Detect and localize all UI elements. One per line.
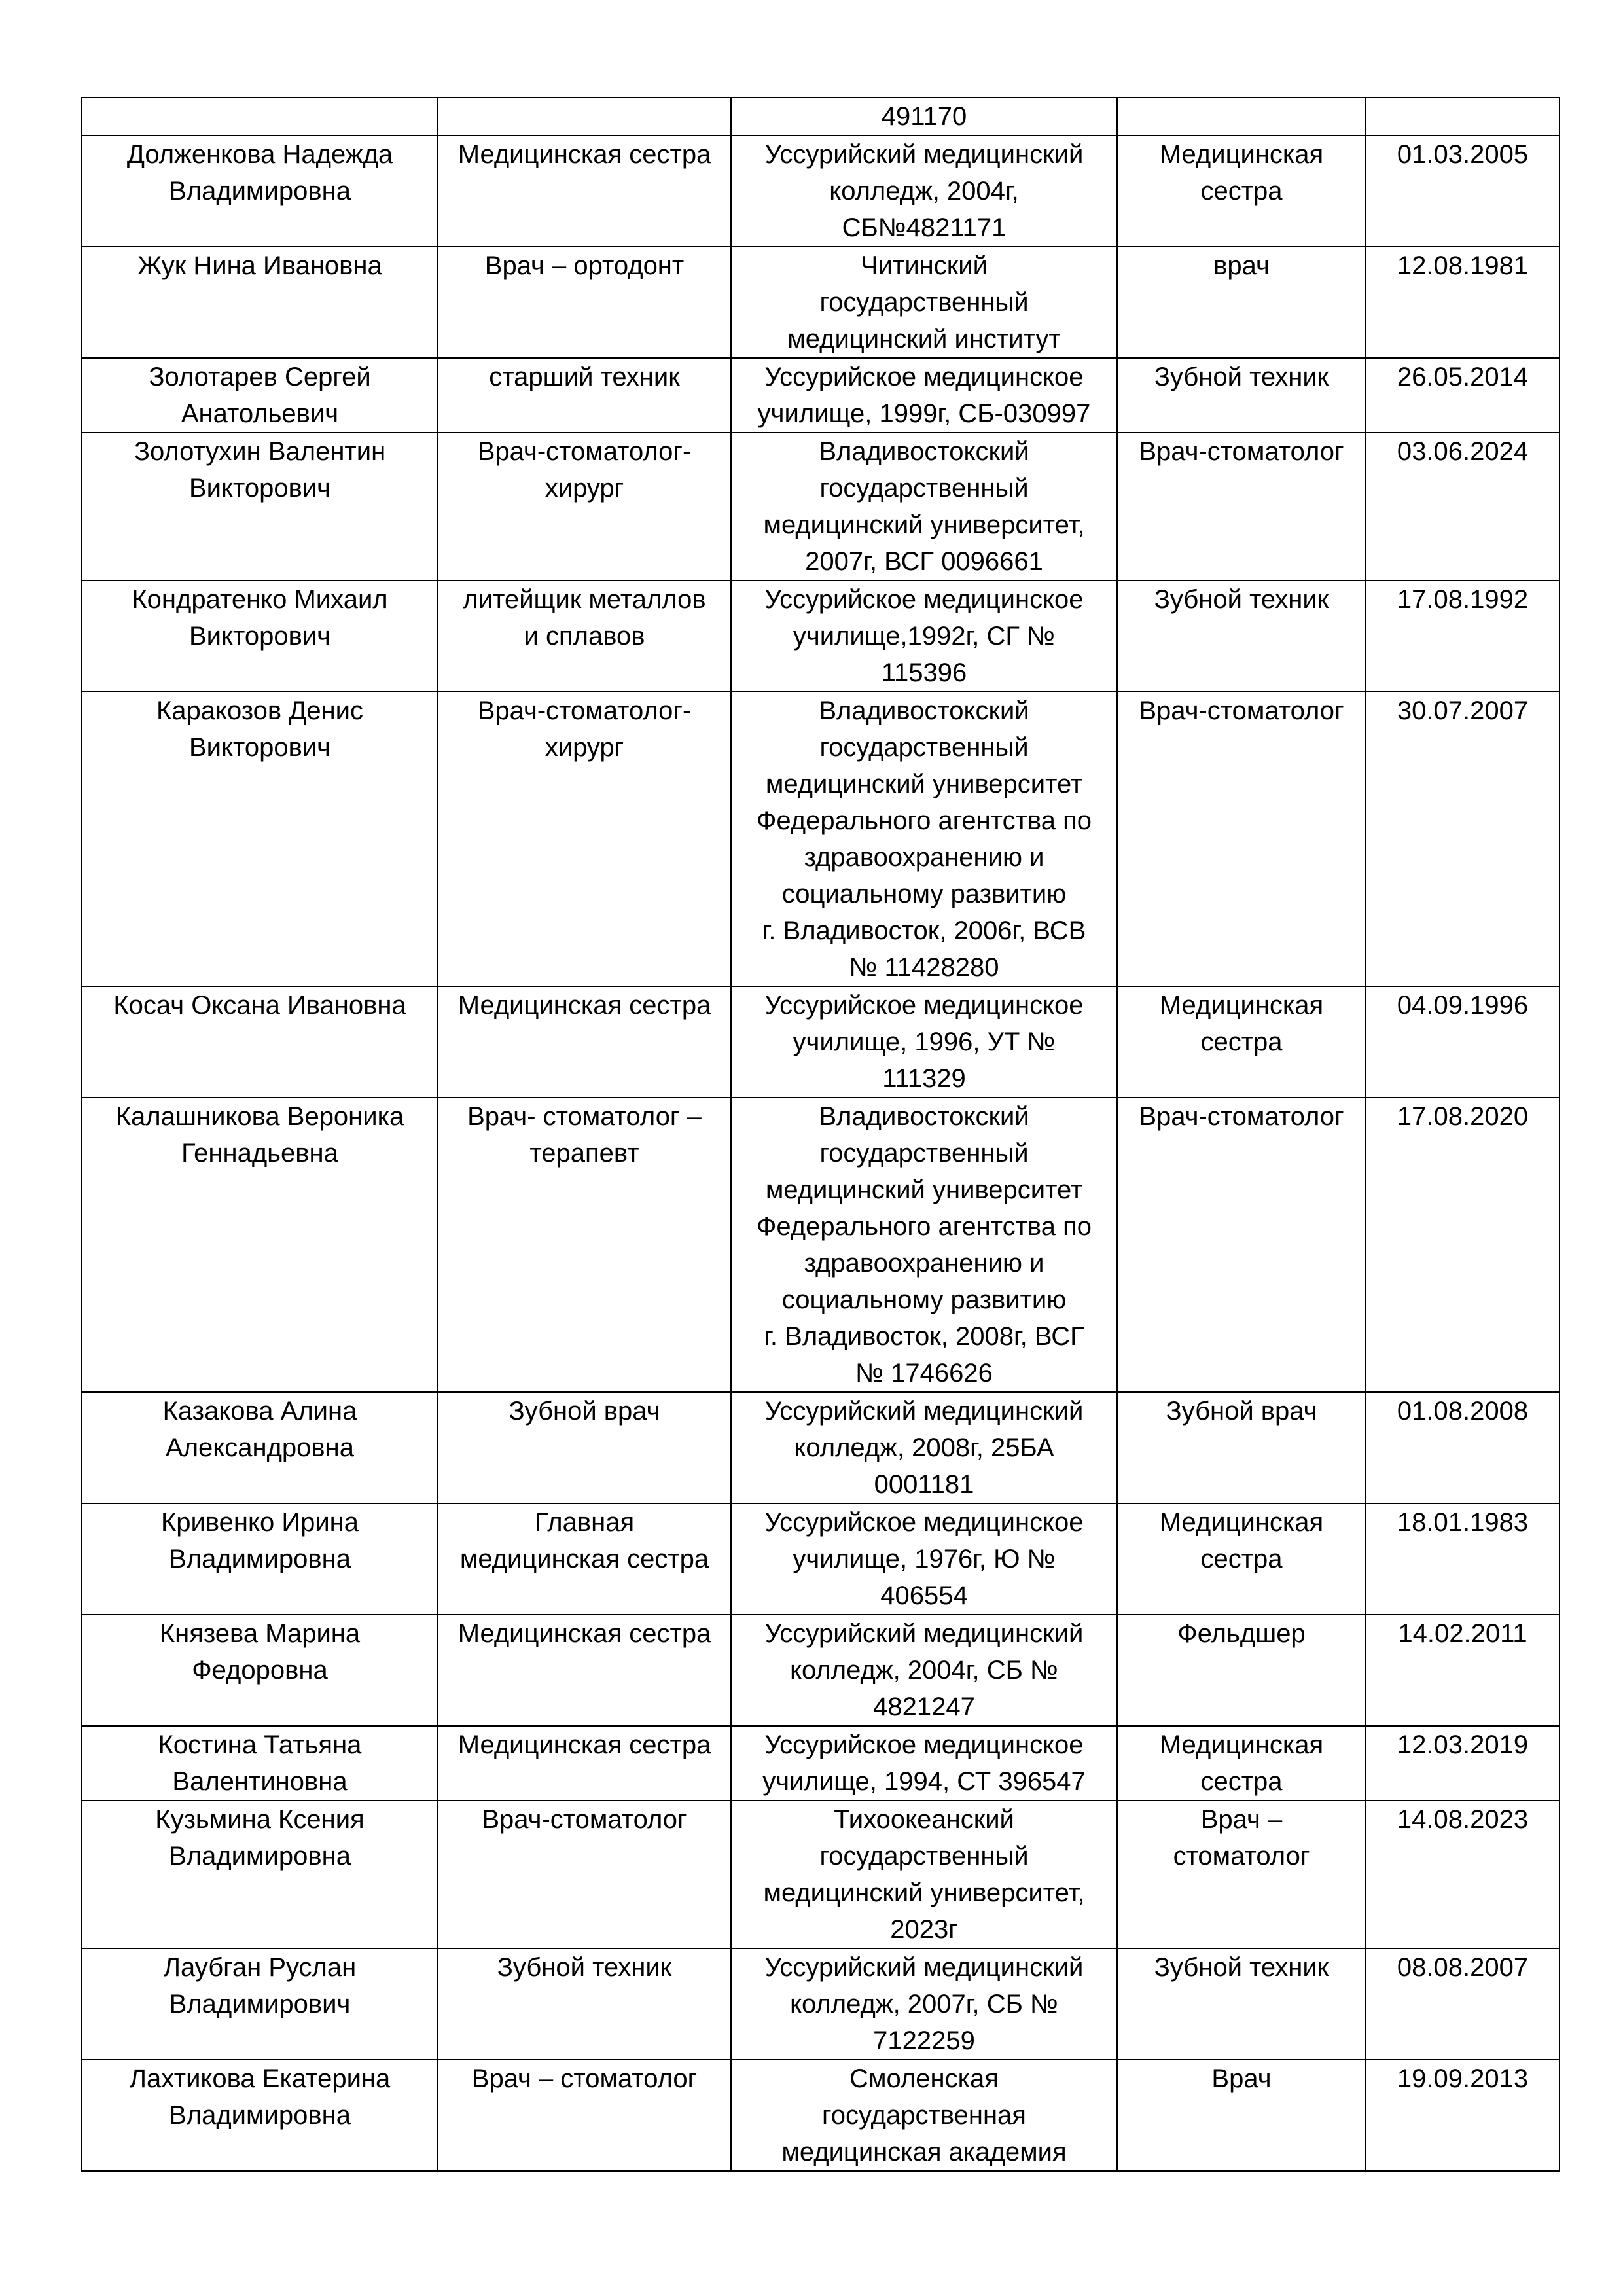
employee-name-cell bbox=[82, 581, 438, 692]
position-text: Главная медицинская сестра bbox=[459, 1508, 709, 1573]
date-text: 14.08.2023 bbox=[1397, 1805, 1529, 1834]
position-text: Зубной техник bbox=[497, 1953, 672, 1982]
date-cell bbox=[1366, 1726, 1560, 1801]
date-text: 12.03.2019 bbox=[1397, 1731, 1529, 1759]
position-cell bbox=[438, 247, 731, 358]
education-text: Владивостокский государственный медицинский университет Федерального агентства по здравоохранению и социальному развитию г. Владивосток, 2008г, ВСГ № 1746626 bbox=[757, 1102, 1092, 1388]
education-cell bbox=[731, 433, 1117, 581]
date-text: 26.05.2014 bbox=[1397, 363, 1529, 391]
table-row bbox=[82, 358, 1560, 433]
position-text: Врач- стоматолог – терапевт bbox=[467, 1102, 702, 1168]
position-cell bbox=[438, 135, 731, 247]
employee-name-text: Лахтикова Екатерина Владимировна bbox=[129, 2064, 391, 2130]
staff-qualifications-table bbox=[81, 97, 1560, 2172]
employee-name-text: Костина Татьяна Валентиновна bbox=[158, 1731, 362, 1796]
table-row bbox=[82, 692, 1560, 986]
date-text: 08.08.2007 bbox=[1397, 1953, 1529, 1982]
date-text: 17.08.2020 bbox=[1397, 1102, 1529, 1131]
education-text: Уссурийское медицинское училище, 1999г, СБ-030997 bbox=[757, 363, 1091, 428]
qualification-text: Медицинская сестра bbox=[1159, 140, 1324, 206]
employee-name-cell bbox=[82, 1726, 438, 1801]
qualification-cell bbox=[1117, 1098, 1366, 1392]
qualification-cell bbox=[1117, 692, 1366, 986]
date-text: 01.08.2008 bbox=[1397, 1397, 1529, 1426]
table-row bbox=[82, 98, 1560, 135]
employee-name-text: Долженкова Надежда Владимировна bbox=[126, 140, 393, 206]
education-text: Уссурийский медицинский колледж, 2008г, 25БА 0001181 bbox=[764, 1397, 1084, 1499]
education-cell bbox=[731, 986, 1117, 1098]
education-cell bbox=[731, 247, 1117, 358]
position-text: Врач-стоматолог- хирург bbox=[477, 437, 692, 503]
education-text: Владивостокский государственный медицинский университет Федерального агентства по здравоохранению и социальному развитию г. Владивосток, 2006г, ВСВ № 11428280 bbox=[757, 696, 1092, 982]
education-text: Уссурийское медицинское училище, 1994, СТ 396547 bbox=[762, 1731, 1086, 1796]
education-text: Владивостокский государственный медицинский университет, 2007г, ВСГ 0096661 bbox=[763, 437, 1085, 576]
employee-name-cell bbox=[82, 433, 438, 581]
date-cell bbox=[1366, 692, 1560, 986]
position-text: Врач – стоматолог bbox=[471, 2064, 698, 2093]
education-text: Смоленская государственная медицинская академия bbox=[781, 2064, 1067, 2166]
table-row bbox=[82, 1801, 1560, 1948]
qualification-cell bbox=[1117, 358, 1366, 433]
date-cell bbox=[1366, 986, 1560, 1098]
date-text: 04.09.1996 bbox=[1397, 991, 1529, 1020]
employee-name-text: Князева Марина Федоровна bbox=[159, 1619, 361, 1685]
education-cell bbox=[731, 98, 1117, 135]
date-cell bbox=[1366, 358, 1560, 433]
qualification-text: Врач-стоматолог bbox=[1139, 437, 1344, 466]
position-cell bbox=[438, 1948, 731, 2060]
education-text: Тихоокеанский государственный медицинский университет, 2023г bbox=[763, 1805, 1085, 1944]
position-cell bbox=[438, 1503, 731, 1615]
employee-name-cell bbox=[82, 358, 438, 433]
qualification-text: Врач-стоматолог bbox=[1139, 1102, 1344, 1131]
date-cell bbox=[1366, 135, 1560, 247]
education-cell bbox=[731, 1392, 1117, 1503]
education-cell bbox=[731, 1503, 1117, 1615]
date-cell bbox=[1366, 433, 1560, 581]
education-text: Уссурийский медицинский колледж, 2007г, СБ № 7122259 bbox=[764, 1953, 1084, 2055]
position-cell bbox=[438, 1615, 731, 1726]
education-text: Уссурийское медицинское училище,1992г, СГ № 115396 bbox=[764, 585, 1084, 687]
date-text: 01.03.2005 bbox=[1397, 140, 1529, 169]
table-row bbox=[82, 1726, 1560, 1801]
position-text: Врач-стоматолог bbox=[482, 1805, 687, 1834]
education-text: Уссурийский медицинский колледж, 2004г, СБ № 4821247 bbox=[764, 1619, 1084, 1721]
position-cell bbox=[438, 1726, 731, 1801]
education-cell bbox=[731, 1615, 1117, 1726]
table-row bbox=[82, 247, 1560, 358]
position-text: Медицинская сестра bbox=[457, 140, 711, 169]
education-cell bbox=[731, 692, 1117, 986]
qualification-cell bbox=[1117, 1726, 1366, 1801]
date-cell bbox=[1366, 1948, 1560, 2060]
education-cell bbox=[731, 1098, 1117, 1392]
position-text: Медицинская сестра bbox=[457, 1731, 711, 1759]
table-row bbox=[82, 1948, 1560, 2060]
position-text: Медицинская сестра bbox=[457, 1619, 711, 1648]
employee-name-text: Золотухин Валентин Викторович bbox=[134, 437, 386, 503]
employee-name-text: Золотарев Сергей Анатольевич bbox=[149, 363, 371, 428]
position-text: Врач-стоматолог- хирург bbox=[477, 696, 692, 762]
qualification-cell bbox=[1117, 581, 1366, 692]
date-text: 19.09.2013 bbox=[1397, 2064, 1529, 2093]
employee-name-cell bbox=[82, 135, 438, 247]
date-cell bbox=[1366, 247, 1560, 358]
qualification-text: Медицинская сестра bbox=[1159, 1731, 1324, 1796]
employee-name-cell bbox=[82, 1948, 438, 2060]
table-row bbox=[82, 1098, 1560, 1392]
qualification-text: врач bbox=[1213, 251, 1270, 280]
qualification-text: Медицинская сестра bbox=[1159, 991, 1324, 1056]
qualification-text: Зубной техник bbox=[1154, 1953, 1329, 1982]
position-text: Медицинская сестра bbox=[457, 991, 711, 1020]
employee-name-text: Каракозов Денис Викторович bbox=[156, 696, 364, 762]
employee-name-cell bbox=[82, 1098, 438, 1392]
education-cell bbox=[731, 358, 1117, 433]
qualification-text: Зубной врач bbox=[1166, 1397, 1317, 1426]
employee-name-text: Лаубган Руслан Владимирович bbox=[163, 1953, 357, 2018]
position-cell bbox=[438, 1801, 731, 1948]
date-cell bbox=[1366, 1098, 1560, 1392]
employee-name-cell bbox=[82, 2060, 438, 2171]
date-text: 18.01.1983 bbox=[1397, 1508, 1529, 1537]
qualification-cell bbox=[1117, 1948, 1366, 2060]
employee-name-text: Калашникова Вероника Геннадьевна bbox=[115, 1102, 404, 1168]
qualification-text: Медицинская сестра bbox=[1159, 1508, 1324, 1573]
position-cell bbox=[438, 433, 731, 581]
table-row bbox=[82, 2060, 1560, 2171]
date-cell bbox=[1366, 1615, 1560, 1726]
position-cell bbox=[438, 1392, 731, 1503]
position-cell bbox=[438, 692, 731, 986]
employee-name-cell bbox=[82, 1615, 438, 1726]
education-text: Читинский государственный медицинский институт bbox=[787, 251, 1061, 353]
qualification-cell bbox=[1117, 986, 1366, 1098]
education-cell bbox=[731, 135, 1117, 247]
employee-name-cell bbox=[82, 98, 438, 135]
date-cell bbox=[1366, 1392, 1560, 1503]
qualification-cell bbox=[1117, 433, 1366, 581]
table-row bbox=[82, 1615, 1560, 1726]
position-text: литейщик металлов и сплавов bbox=[463, 585, 706, 651]
education-cell bbox=[731, 1801, 1117, 1948]
qualification-cell bbox=[1117, 98, 1366, 135]
position-text: Зубной врач bbox=[508, 1397, 660, 1426]
date-text: 03.06.2024 bbox=[1397, 437, 1529, 466]
qualification-cell bbox=[1117, 1392, 1366, 1503]
qualification-cell bbox=[1117, 135, 1366, 247]
qualification-text: Зубной техник bbox=[1154, 363, 1329, 391]
position-cell bbox=[438, 98, 731, 135]
employee-name-text: Кузьмина Ксения Владимировна bbox=[155, 1805, 365, 1871]
date-cell bbox=[1366, 581, 1560, 692]
education-cell bbox=[731, 581, 1117, 692]
employee-name-text: Казакова Алина Александровна bbox=[162, 1397, 357, 1462]
position-cell bbox=[438, 2060, 731, 2171]
qualification-text: Врач – стоматолог bbox=[1173, 1805, 1310, 1871]
employee-name-text: Кондратенко Михаил Викторович bbox=[132, 585, 388, 651]
qualification-cell bbox=[1117, 1503, 1366, 1615]
qualification-cell bbox=[1117, 1801, 1366, 1948]
date-text: 17.08.1992 bbox=[1397, 585, 1529, 614]
education-cell bbox=[731, 1726, 1117, 1801]
table-row bbox=[82, 1503, 1560, 1615]
employee-name-cell bbox=[82, 1801, 438, 1948]
position-text: Врач – ортодонт bbox=[484, 251, 685, 280]
employee-name-cell bbox=[82, 986, 438, 1098]
position-cell bbox=[438, 581, 731, 692]
qualification-text: Врач bbox=[1211, 2064, 1272, 2093]
table-row bbox=[82, 986, 1560, 1098]
employee-name-cell bbox=[82, 692, 438, 986]
education-text: Уссурийское медицинское училище, 1996, УТ № 111329 bbox=[764, 991, 1084, 1093]
employee-name-text: Кривенко Ирина Владимировна bbox=[160, 1508, 359, 1573]
table-row bbox=[82, 135, 1560, 247]
education-text: Уссурийский медицинский колледж, 2004г, СБ№4821171 bbox=[764, 140, 1084, 242]
date-text: 14.02.2011 bbox=[1398, 1619, 1527, 1648]
position-text: старший техник bbox=[489, 363, 680, 391]
qualification-cell bbox=[1117, 247, 1366, 358]
education-text: Уссурийское медицинское училище, 1976г, Ю № 406554 bbox=[764, 1508, 1084, 1610]
qualification-text: Зубной техник bbox=[1154, 585, 1329, 614]
document-page bbox=[81, 97, 1559, 2172]
qualification-cell bbox=[1117, 1615, 1366, 1726]
date-cell bbox=[1366, 2060, 1560, 2171]
employee-name-text: Косач Оксана Ивановна bbox=[113, 991, 406, 1020]
date-cell bbox=[1366, 98, 1560, 135]
position-cell bbox=[438, 1098, 731, 1392]
date-text: 30.07.2007 bbox=[1397, 696, 1529, 725]
education-cell bbox=[731, 2060, 1117, 2171]
table-row bbox=[82, 581, 1560, 692]
date-text: 12.08.1981 bbox=[1397, 251, 1529, 280]
education-text: 491170 bbox=[881, 102, 967, 131]
table-body bbox=[82, 98, 1560, 2171]
employee-name-cell bbox=[82, 1392, 438, 1503]
table-row bbox=[82, 1392, 1560, 1503]
employee-name-cell bbox=[82, 247, 438, 358]
education-cell bbox=[731, 1948, 1117, 2060]
position-cell bbox=[438, 358, 731, 433]
date-cell bbox=[1366, 1503, 1560, 1615]
employee-name-text: Жук Нина Ивановна bbox=[137, 251, 382, 280]
qualification-text: Врач-стоматолог bbox=[1139, 696, 1344, 725]
qualification-text: Фельдшер bbox=[1177, 1619, 1306, 1648]
date-cell bbox=[1366, 1801, 1560, 1948]
qualification-cell bbox=[1117, 2060, 1366, 2171]
table-row bbox=[82, 433, 1560, 581]
employee-name-cell bbox=[82, 1503, 438, 1615]
position-cell bbox=[438, 986, 731, 1098]
